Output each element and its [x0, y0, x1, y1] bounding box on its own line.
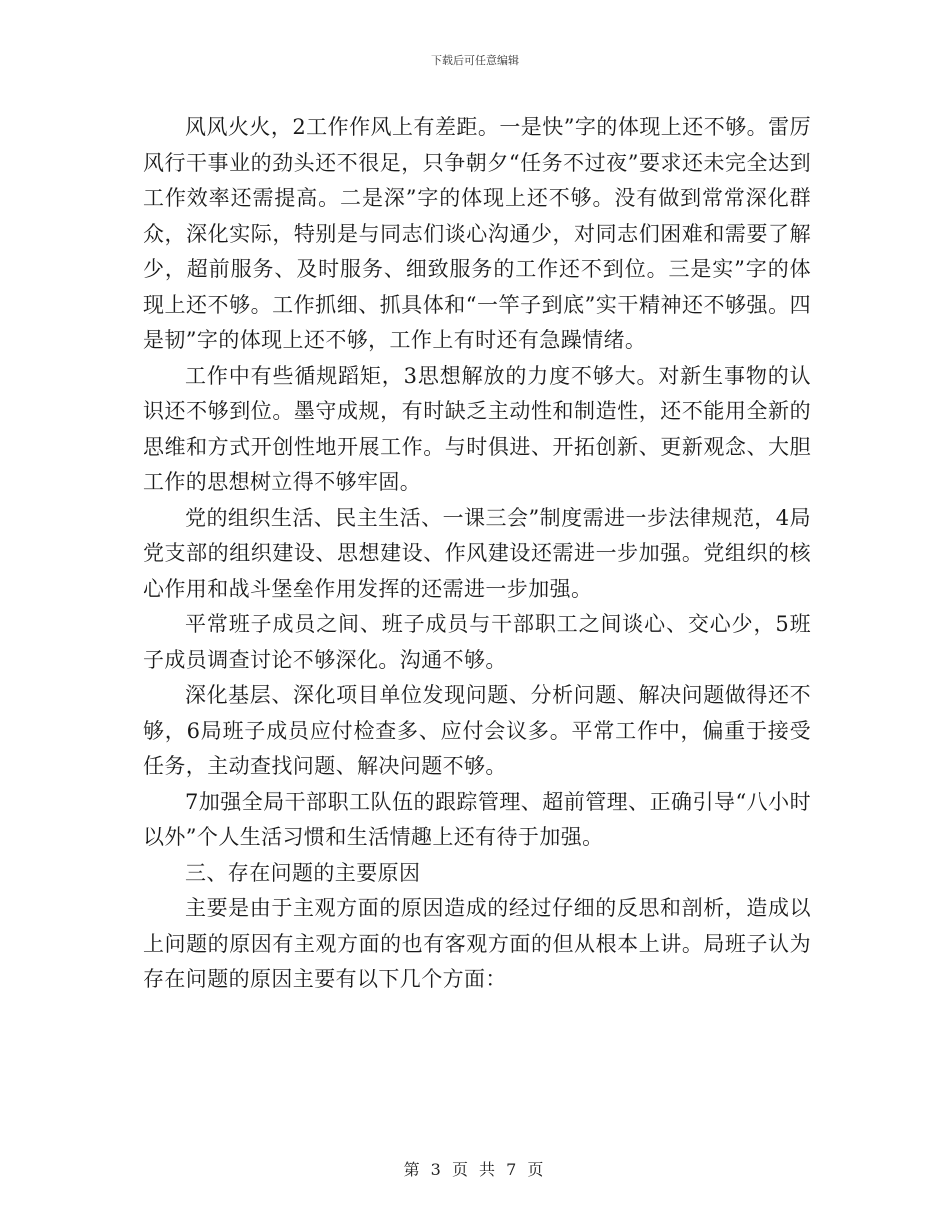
- section-heading-causes: 三、存在问题的主要原因: [185, 860, 421, 885]
- paragraph-staff-management: 7加强全局干部职工队伍的跟踪管理、超前管理、正确引导“八小时以外”个人生活习惯和生活情趣上还有待于加强。: [143, 789, 811, 849]
- paragraph-party-organization: 党的组织生活、民主生活、一课三会”制度需进一步法律规范，4局党支部的组织建设、思想建设、作风建设还需进一步加强。党组织的核心作用和战斗堡垒作用发挥的还需进一步加强。: [143, 505, 811, 601]
- paragraph-grassroots: 深化基层、深化项目单位发现问题、分析问题、解决问题做得还不够，6局班子成员应付检查多、应付会议多。平常工作中，偏重于接受任务，主动查找问题、解决问题不够。: [143, 683, 811, 778]
- paragraph-causes-intro: 主要是由于主观方面的原因造成的经过仔细的反思和剖析，造成以上问题的原因有主观方面的也有客观方面的但从根本上讲。局班子认为存在问题的原因主要有以下几个方面：: [143, 896, 811, 991]
- document-body: [143, 110, 811, 998]
- page-header: 下载后可任意编辑: [431, 54, 519, 67]
- paragraph-thought-liberation: 工作中有些循规蹈矩，3思想解放的力度不够大。对新生事物的认识还不够到位。墨守成规，有时缺乏主动性和制造性，还不能用全新的思维和方式开创性地开展工作。与时俱进、开拓创新、更新观念、大胆工作的思想树立得不够牢固。: [143, 363, 811, 494]
- paragraph-work-style: 风风火火，2工作作风上有差距。一是快”字的体现上还不够。雷厉风行干事业的劲头还不很足，只争朝夕“任务不过夜”要求还未完全达到工作效率还需提高。二是深”字的体现上还不够。没有做到常常深化群众，深化实际，特别是与同志们谈心沟通少，对同志们困难和需要了解少，超前服务、及时服务、细致服务的工作还不到位。三是实”字的体现上还不够。工作抓细、抓具体和“一竿子到底”实干精神还不够强。四是韧”字的体现上还不够，工作上有时还有急躁情绪。: [143, 115, 811, 352]
- paragraph-communication: 平常班子成员之间、班子成员与干部职工之间谈心、交心少，5班子成员调查讨论不够深化。沟通不够。: [143, 612, 811, 672]
- page-number-footer: 第 3 页 共 7 页: [403, 1160, 547, 1179]
